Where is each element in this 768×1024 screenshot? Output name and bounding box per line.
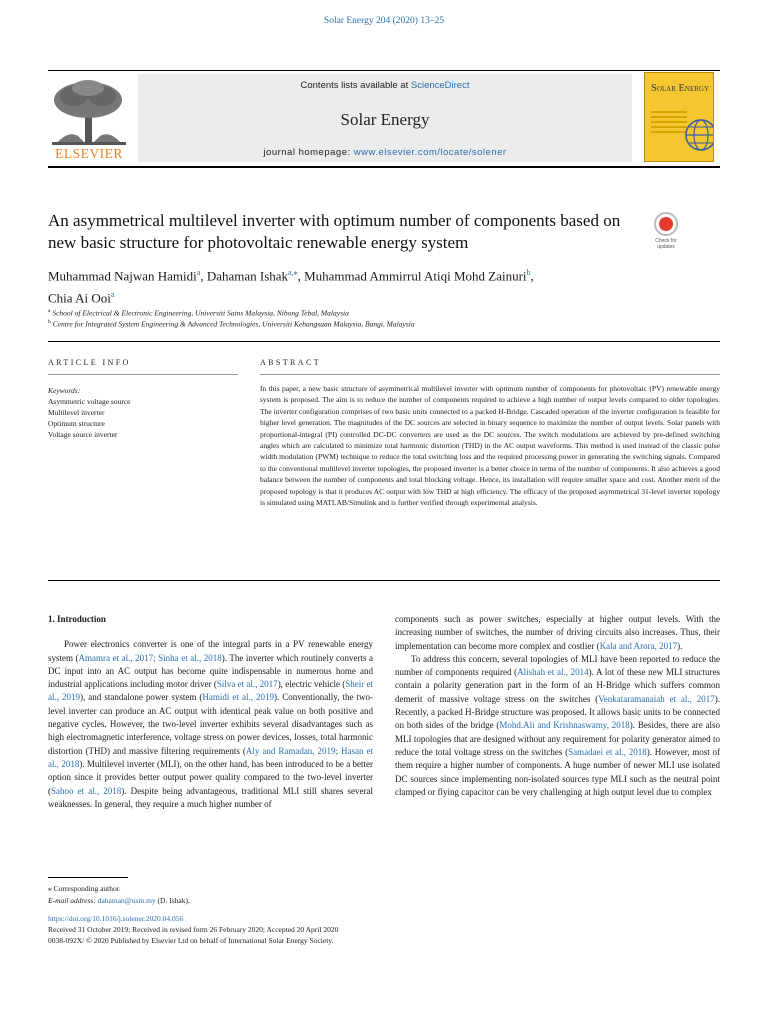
sciencedirect-link[interactable]: ScienceDirect [410, 80, 470, 91]
citation-link[interactable]: Samadaei et al., 2018 [568, 746, 647, 757]
paragraph-text: ). Recently, a packed H-Bridge structure was proposed. It allows basic units to be connected on both sides of the bridge ( [395, 693, 720, 731]
keyword-item: Asymmetric voltage source [48, 397, 131, 406]
author-name[interactable]: Muhammad Najwan Hamidi [48, 268, 197, 284]
author-affiliation-mark[interactable]: a [110, 290, 115, 300]
elsevier-wordmark: ELSEVIER [55, 146, 123, 161]
journal-homepage-link[interactable]: www.elsevier.com/locate/solener [353, 147, 507, 158]
abstract-rule [260, 374, 720, 375]
paragraph-text: Power electronics converter is one of the integral parts in a PV renewable energy system ( [48, 639, 373, 663]
affiliation-mark: a [48, 308, 51, 314]
paragraph-text: To address this concern, several topologies of MLI have been reported to reduce the number of components required ( [395, 653, 720, 678]
journal-name: Solar Energy [340, 110, 430, 129]
header-divider [48, 341, 720, 342]
body-left-column [48, 613, 373, 811]
author-affiliation-mark[interactable]: b [526, 268, 531, 277]
check-for-updates-badge[interactable] [648, 212, 684, 252]
affiliation-text: School of Electrical & Electronic Engineering, Universiti Sains Malaysia, Nibong Tebal, Malaysia [52, 308, 349, 318]
elsevier-logo[interactable] [48, 78, 130, 164]
citation-link[interactable]: Amamra et al., 2017; Sinha et al., 2018 [78, 652, 222, 663]
affiliation-mark: b [48, 319, 51, 325]
citation-link[interactable]: Sheir et al., 2019 [48, 679, 374, 703]
citation-link[interactable]: Venkataramanaiah et al., 2017 [598, 693, 715, 704]
paragraph-text: ), and standalone power system ( [80, 692, 203, 703]
paragraph-text: ), electric vehicle ( [277, 679, 346, 690]
received-dates: Received 31 October 2019; Received in revised form 26 February 2020; Accepted 20 April 2020 [48, 925, 339, 934]
affiliation-b [48, 319, 728, 329]
section-heading-introduction: 1. Introduction [48, 614, 106, 624]
doi-link[interactable]: https://doi.org/10.1016/j.solener.2020.04.056 [48, 914, 184, 923]
globe-icon [683, 113, 714, 157]
abstract-text: In this paper, a new basic structure of asymmetrical multilevel inverter with optimum number of components for photovoltaic (PV) renewable energy system is proposed. The aim is to reduce the number of components required to achieve a high number of output levels compared to older topologies. The inverter configuration comprises of two basic units connected to a packed H-Bridge. Cascaded operation of the inverter configuration is feasible for higher level generation. The magnitudes of the DC sources are selected in binary sequence to maximize the number of output levels. Solar panels with proportional-integral (PI) controlled DC-DC converters are used as the DC sources. The switch modulations are achieved by pre-defined switching angles which are calculated to minimize total harmonic distortion (THD) in the AC output waveforms. This method is used instead of the classic pulse width modulation (PWM) technique to reduce the total switching loss and the required processing power in generating the switching signals. Compared to the conventional multilevel inverter topologies, the proposed inverter is a better choice in terms of the number of components. It also achieves a good balance between the number of components and total blocking voltage. Hence, its installation will require smaller space and cost. Another merit of the proposed topology is that it produces AC output with low THD at high efficiency. The efficacy of the proposed asymmetrical 31-level inverter topology is simulated using MATLAB/Simulink and is further verified through experimental analysis. [260, 384, 720, 508]
citation-link[interactable]: Kala and Arora, 2017 [599, 640, 678, 651]
homepage-prefix: journal homepage: [263, 147, 354, 158]
intro-paragraph-1 [48, 638, 373, 811]
contents-line [138, 80, 632, 91]
citation-link[interactable]: Silva et al., 2017 [216, 679, 278, 690]
journal-masthead [48, 70, 720, 166]
journal-title-band [138, 74, 632, 162]
citation-link[interactable]: Hamidi et al., 2019 [202, 692, 274, 703]
corresponding-author-note: ⁎ Corresponding author. [48, 884, 121, 893]
keyword-item: Voltage source inverter [48, 430, 118, 439]
author-list [48, 263, 668, 308]
article-info-label: ARTICLE INFO [48, 358, 131, 367]
paragraph-text: ). However, most of them require a higher number of components. A huge number of newer MLI use isolated DC sources since implementing non-isolated sources type MLI such as the neutral point clamped or flying capacitor can be very challenging at high output level due to complex [395, 746, 721, 797]
author-separator: , [530, 268, 534, 284]
check-updates-icon [659, 217, 673, 231]
abstract-label: ABSTRACT [260, 358, 321, 367]
citation-link[interactable]: Sahoo et al., 2018 [51, 785, 122, 796]
keywords-heading: Keywords: [48, 386, 81, 395]
journal-reference-link[interactable]: Solar Energy 204 (2020) 13–25 [323, 16, 445, 26]
homepage-line [138, 147, 632, 158]
citation-link[interactable]: Mohd.Ali and Krishnaswamy, 2018 [499, 720, 630, 731]
intro-paragraph-2 [395, 653, 720, 799]
author-affiliation-mark[interactable]: a [196, 268, 201, 277]
keyword-item: Optimum structure [48, 419, 105, 428]
masthead-top-rule [48, 70, 720, 71]
affiliation-text: Centre for Integrated System Engineering & Advanced Technologies, Universiti Kebangsaan Malaysia, Bangi, Malaysia [52, 319, 415, 329]
article-info-rule [48, 374, 238, 375]
author-name[interactable]: Dahaman Ishak [206, 268, 289, 284]
body-right-column [395, 613, 720, 799]
author-name[interactable]: Chia Ai Ooi [48, 290, 111, 306]
paragraph-text: components such as power switches, especially at higher output levels. With the increasing number of switches, the number of driving circuits also increases. Thus, their implementation can become more complex and costlier ( [395, 614, 720, 651]
email-link[interactable]: dahaman@usm.my [97, 896, 156, 905]
keywords-block [48, 385, 238, 440]
journal-cover-image[interactable] [644, 72, 714, 162]
paragraph-text: ). Multilevel inverter (MLI), on the other hand, has been introduced to be a better option since it provides better output power quality compared to the two-level inverter ( [48, 758, 373, 796]
author-separator: , [297, 268, 305, 284]
elsevier-tree-icon [48, 78, 130, 148]
paragraph-text: ). [677, 640, 683, 651]
email-note [48, 895, 190, 906]
citation-link[interactable]: Aly and Ramadan, 2019; Hasan et al., 2018 [48, 745, 373, 769]
publication-info [48, 913, 548, 946]
paragraph-text: ). A lot of these new MLI structures contain a polarity generation part in the form of an H-Bridge which suffers common demerit of massive voltage stress on the switches ( [395, 667, 720, 704]
abstract-divider [48, 580, 720, 581]
intro-paragraph-1-continued [395, 613, 720, 653]
cover-title: Solar Energy [651, 83, 710, 94]
email-suffix: (D. Ishak). [155, 896, 190, 905]
copyright-line: 0038-092X/ © 2020 Published by Elsevier Ltd on behalf of International Solar Energy Society. [48, 936, 334, 945]
author-name[interactable]: Muhammad Ammirrul Atiqi Mohd Zainuri [304, 268, 527, 284]
cover-text-lines [651, 111, 687, 136]
keyword-item: Multilevel inverter [48, 408, 105, 417]
author-affiliation-mark[interactable]: a,⁎ [288, 268, 298, 277]
paragraph-text: ). Besides, there are also MLI topologies that are designed without any requirement for polarity generator aimed to reduce the total voltage stress on the switches ( [395, 720, 721, 757]
contents-prefix: Contents lists available at [300, 80, 411, 91]
affiliation-a [48, 308, 728, 318]
paragraph-text: ). The inverter which routinely converts a DC input into an AC output has become quite indispensable in numerous home and industrial applications including motor driver ( [48, 652, 374, 690]
check-updates-label: Check for updates [655, 238, 677, 250]
email-label: E-mail address: [48, 896, 98, 905]
citation-link[interactable]: Alishah et al., 2014 [517, 667, 589, 678]
footnote-rule [48, 877, 128, 878]
paragraph-text: ). Despite being advantageous, traditional MLI still shares several weaknesses. In general, they require a much higher number of [48, 785, 373, 809]
article-title: An asymmetrical multilevel inverter with optimum number of components based on new basic structure for photovoltaic renewable energy system [48, 211, 621, 252]
masthead-bottom-rule [48, 166, 720, 168]
author-separator: , [200, 268, 207, 284]
paragraph-text: ). Conventionally, the two-level inverter can produce an AC output with identical peak value on both positive and negative cycles. However, the two-level inverter exhibits several disadvantages such as high electromagnetic interference, voltage stress on power devices, losses, total harmonic distortion (THD) and massive filtering requirements ( [48, 692, 373, 756]
